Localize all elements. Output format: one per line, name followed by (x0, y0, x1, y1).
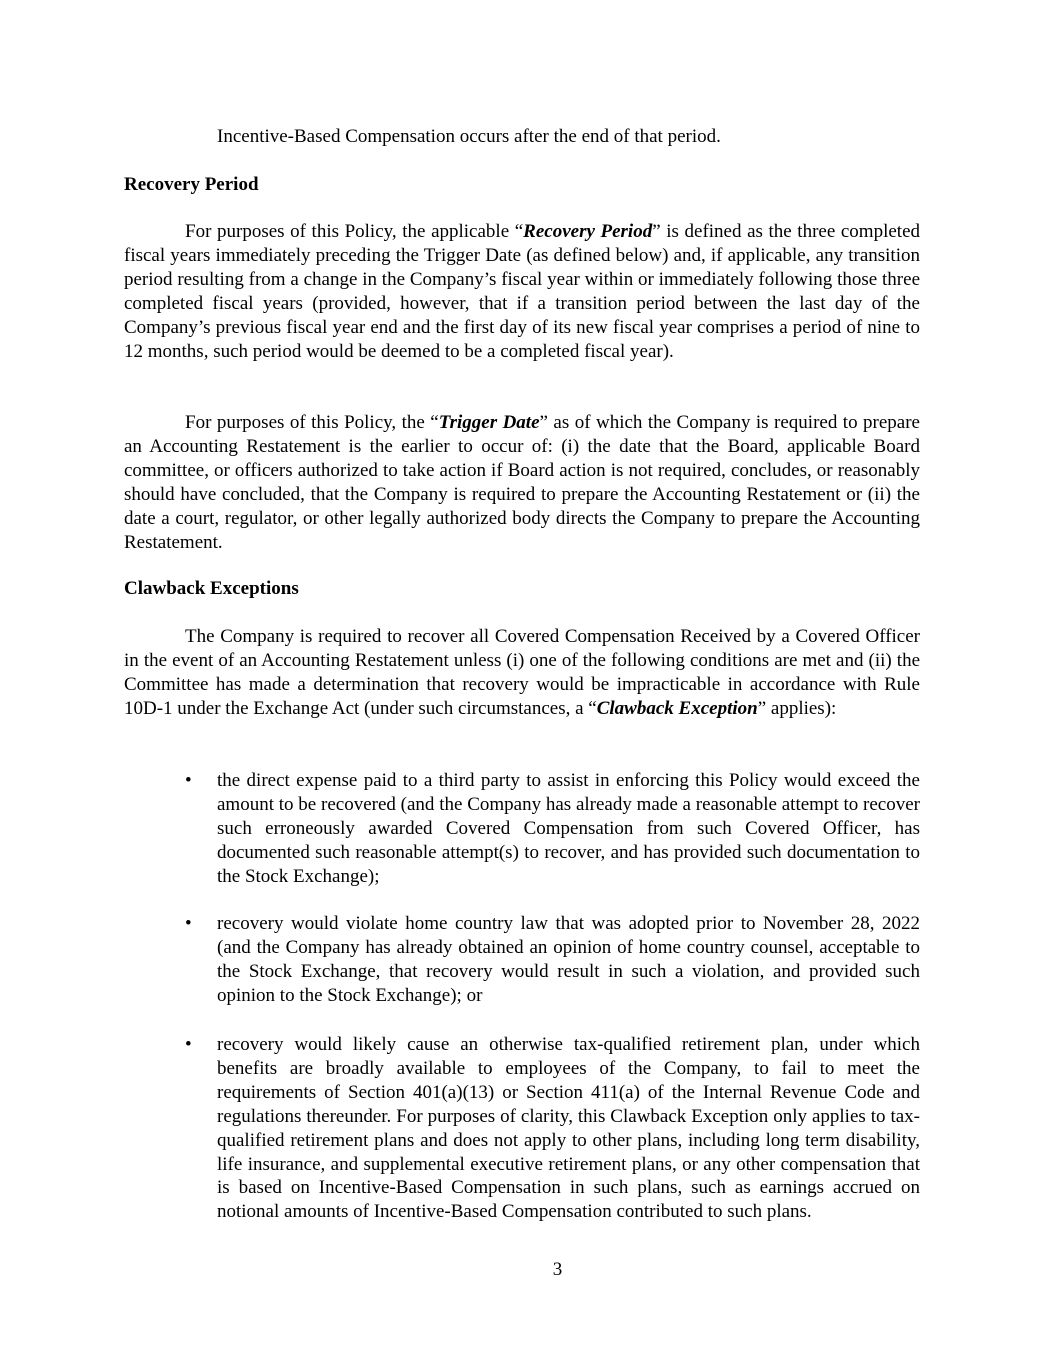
bullet-text: recovery would violate home country law that was adopted prior to November 28, 2022 (and the Company has already obtained an opinion of home country counsel, acceptable to the Stock Exchange, that recovery would result in such a violation, and provided such opinion to the Stock Exchange); or (217, 913, 920, 1006)
page-number: 3 (552, 1259, 563, 1280)
paragraph-text: For purposes of this Policy, the “ (185, 412, 439, 433)
clawback-intro-paragraph (124, 625, 920, 721)
bullet-icon: • (185, 770, 192, 791)
paragraph-text: ” applies): (757, 697, 837, 719)
bullet-item-home-country-law (185, 912, 920, 1008)
defined-term-recovery-period: Recovery Period (523, 221, 653, 242)
bullet-item-retirement-plan (185, 1033, 920, 1224)
continuation-line: Incentive-Based Compensation occurs after the end of that period. (217, 126, 721, 147)
paragraph-text: The Company is required to recover all Covered Compensation Received by a Covered Officer in the event of an Accounting Restatement unless (i) one of the following conditions are met and (ii) the Committee has made a determination that recovery would be impracticable in accordance with Rule 10D-1 under the Exchange Act (under such circumstances, a “ (124, 626, 920, 719)
trigger-date-paragraph (124, 411, 920, 554)
defined-term-clawback-exception: Clawback Exception (596, 697, 758, 719)
bullet-item-third-party-expense (185, 769, 920, 889)
paragraph-text: ” is defined as the three completed fiscal years immediately preceding the Trigger Date (as defined below) and, if applicable, any transition period resulting from a change in the Company’s fiscal year within or immediately following those three completed fiscal years (provided, however, that if a transition period between the last day of the Company’s previous fiscal year end and the first day of its new fiscal year comprises a period of nine to 12 months, such period would be deemed to be a completed fiscal year). (124, 221, 920, 362)
bullet-text: recovery would likely cause an otherwise tax-qualified retirement plan, under which benefits are broadly available to employees of the Company, to fail to meet the requirements of Section 401(a)(13) or Section 411(a) of the Internal Revenue Code and regulations thereunder. For purposes of clarity, this Clawback Exception only applies to tax-qualified retirement plans and does not apply to other plans, including long term disability, life insurance, and supplemental executive retirement plans, or any other compensation that is based on Incentive-Based Compensation in such plans, such as earnings accrued on notional amounts of Incentive-Based Compensation contributed to such plans. (217, 1034, 920, 1223)
bullet-icon: • (185, 1034, 192, 1055)
defined-term-trigger-date: Trigger Date (438, 412, 540, 433)
section-heading-recovery-period: Recovery Period (124, 174, 259, 195)
bullet-text: the direct expense paid to a third party to assist in enforcing this Policy would exceed the amount to be recovered (and the Company has already made a reasonable attempt to recover such erroneously awarded Covered Compensation from such Covered Officer, has documented such reasonable attempt(s) to recover, and has provided such documentation to the Stock Exchange); (217, 770, 920, 887)
section-heading-clawback-exceptions: Clawback Exceptions (124, 578, 299, 599)
bullet-icon: • (185, 913, 192, 934)
recovery-period-paragraph (124, 220, 920, 363)
paragraph-text: For purposes of this Policy, the applicable “ (185, 221, 524, 242)
paragraph-text: ” as of which the Company is required to prepare an Accounting Restatement is the earlier to occur of: (i) the date that the Board, applicable Board committee, or officers authorized to take action if Board action is not required, concludes, or reasonably should have concluded, that the Company is required to prepare the Accounting Restatement or (ii) the date a court, regulator, or other legally authorized body directs the Company to prepare the Accounting Restatement. (124, 412, 920, 553)
